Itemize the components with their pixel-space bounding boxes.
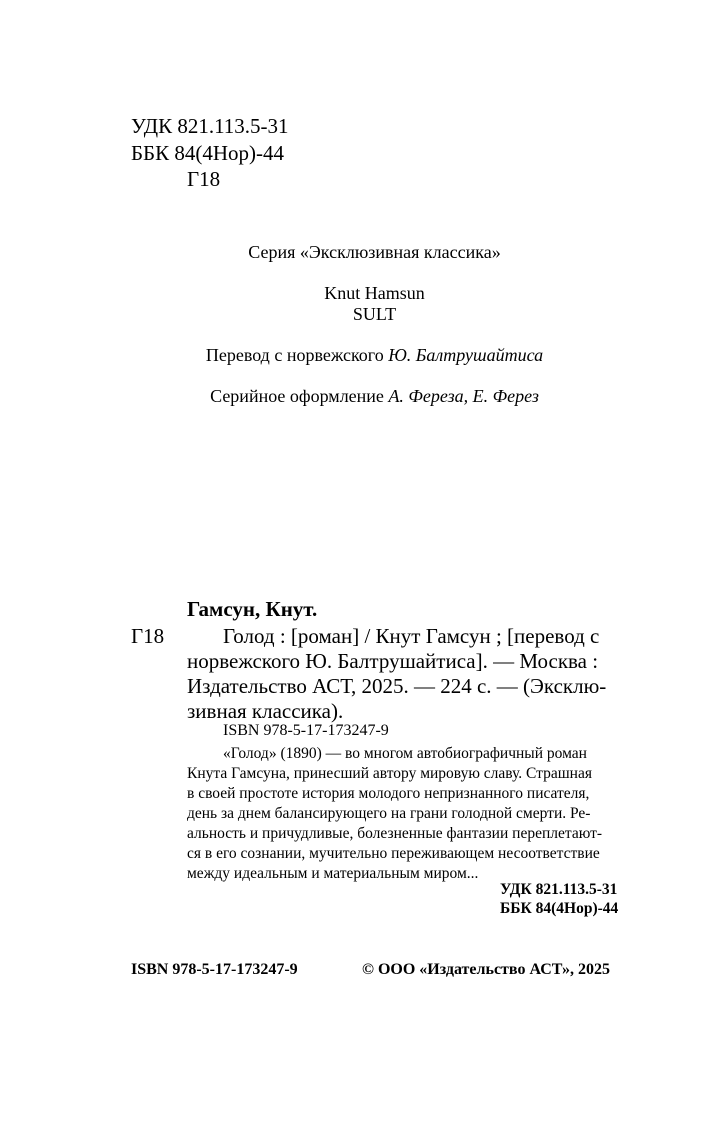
author-mark: Г18 [187, 167, 221, 191]
translation-credit [20, 345, 709, 366]
annotation-line: Кнута Гамсуна, принесший автору мировую славу. Страшная [187, 765, 592, 782]
catalog-isbn: ISBN 978-5-17-173247-9 [223, 722, 389, 739]
footer-isbn: ISBN 978-5-17-173247-9 [131, 961, 298, 978]
original-title: SULT [352, 304, 397, 324]
annotation-line: альность и причудливые, болезненные фантазии переплетают- [187, 825, 603, 842]
annotation-line: ся в его сознании, мучительно переживающем несоответствие [187, 845, 600, 862]
translator-name: Ю. Балтрушайтиса [388, 345, 544, 365]
annotation-line: «Голод» (1890) — во многом автобиографичный роман [223, 745, 587, 762]
description-line: Издательство АСТ, 2025. — 224 с. — (Эксклю- [187, 674, 607, 698]
design-prefix: Серийное оформление [210, 386, 384, 406]
udk-code: УДК 821.113.5-31 [131, 114, 289, 138]
annotation [187, 744, 602, 884]
description-line: зивная классика). [187, 699, 344, 723]
card-bbk: ББК 84(4Нор)-44 [500, 900, 619, 917]
series-title: Серия «Эксклюзивная классика» [248, 242, 501, 262]
annotation-line: день за днем балансирующего на грани голодной смерти. Ре- [187, 805, 591, 822]
card-udk: УДК 821.113.5-31 [500, 881, 618, 898]
bbk-code: ББК 84(4Нор)-44 [131, 141, 285, 165]
designer-names: А. Фереза, Е. Ферез [388, 386, 539, 406]
annotation-line: между идеальным и материальным миром... [187, 865, 479, 882]
catalog-description [187, 624, 606, 724]
description-line: Голод : [роман] / Кнут Гамсун ; [перевод с [223, 624, 600, 648]
annotation-line: в своей простоте история молодого непризнанного писателя, [187, 785, 590, 802]
catalog-mark: Г18 [131, 624, 165, 648]
design-credit [20, 386, 709, 407]
description-line: норвежского Ю. Балтрушайтиса]. — Москва : [187, 649, 599, 673]
translation-prefix: Перевод с норвежского [205, 345, 384, 365]
catalog-heading: Гамсун, Кнут. [187, 597, 318, 621]
original-author: Knut Hamsun [324, 283, 425, 303]
footer-copyright: © ООО «Издательство АСТ», 2025 [362, 961, 611, 978]
